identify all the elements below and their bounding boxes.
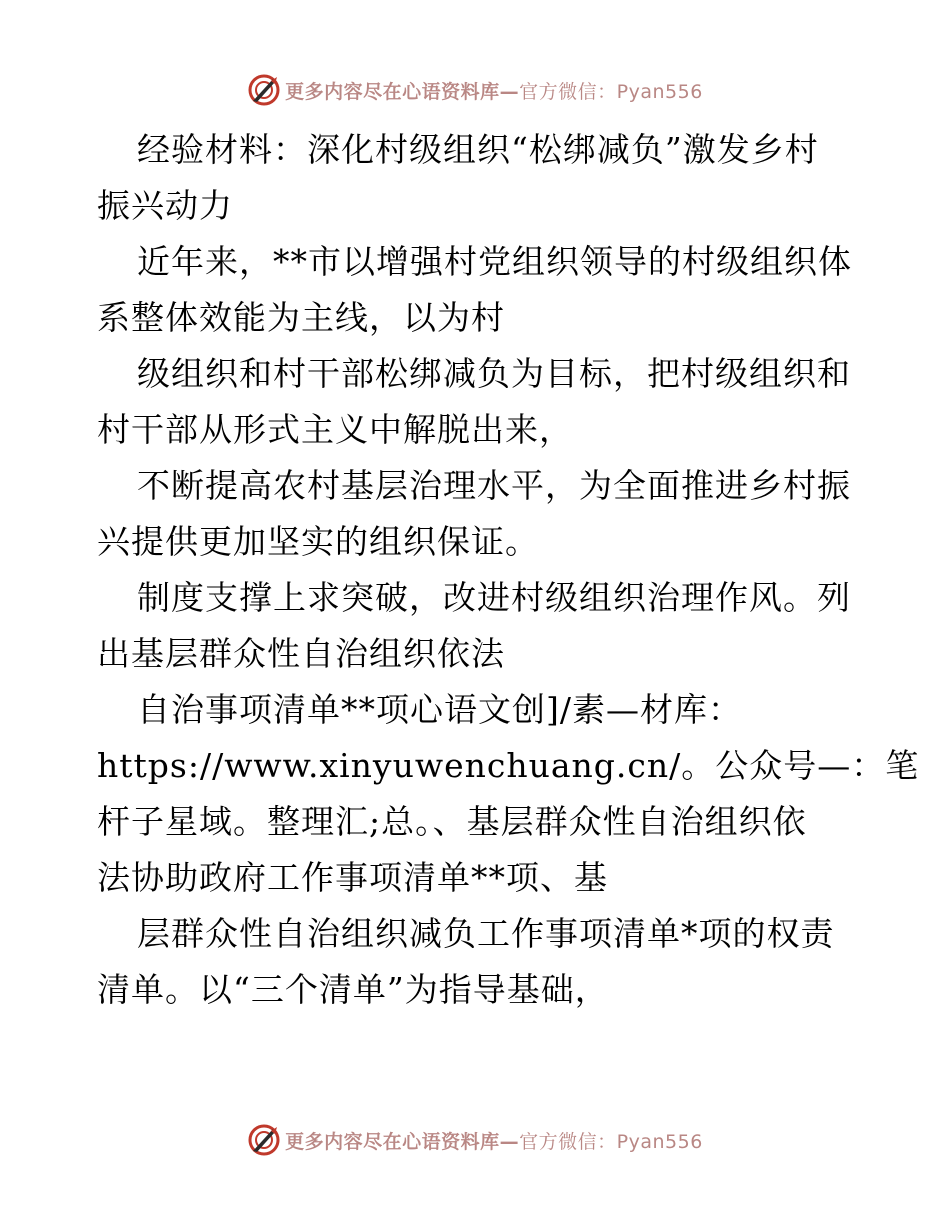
banner-text-main: 更多内容尽在心语资料库— xyxy=(285,1130,520,1153)
quill-logo-icon xyxy=(247,73,281,107)
doc-line: 层群众性自治组织减负工作事项清单*项的权责 xyxy=(137,914,835,953)
banner-text xyxy=(285,77,703,104)
banner-text xyxy=(285,1127,703,1154)
doc-line: 村干部从形式主义中解脱出来， xyxy=(97,410,573,449)
doc-line-url: https://www.xinyuwenchuang.cn/。公众号—：笔 xyxy=(97,746,920,785)
doc-line: 清单。以“三个清单”为指导基础， xyxy=(97,970,609,1009)
doc-line: 近年来，**市以增强村党组织领导的村级组织体 xyxy=(137,242,852,281)
banner-text-tail: 官方微信：Pyan556 xyxy=(519,1130,703,1153)
header-banner xyxy=(0,72,950,108)
banner-text-main: 更多内容尽在心语资料库— xyxy=(285,80,520,103)
doc-line: 杆子星域。整理汇;总。、基层群众性自治组织依 xyxy=(97,802,807,841)
banner-text-tail: 官方微信：Pyan556 xyxy=(519,80,703,103)
doc-line: 自治事项清单**项心语文创]/素—材库： xyxy=(137,690,742,729)
doc-line: 兴提供更加坚实的组织保证。 xyxy=(97,522,539,561)
doc-line: 不断提高农村基层治理水平，为全面推进乡村振 xyxy=(137,466,851,505)
doc-line: 振兴动力 xyxy=(97,186,233,225)
document-body xyxy=(97,122,920,1018)
doc-line: 出基层群众性自治组织依法 xyxy=(97,634,505,673)
doc-line: 系整体效能为主线，以为村 xyxy=(97,298,505,337)
doc-line: 法协助政府工作事项清单**项、基 xyxy=(97,858,608,897)
footer-banner xyxy=(0,1122,950,1158)
quill-logo-icon xyxy=(247,1123,281,1157)
doc-line: 级组织和村干部松绑减负为目标，把村级组织和 xyxy=(137,354,851,393)
doc-line: 经验材料：深化村级组织“松绑减负”激发乡村 xyxy=(137,130,819,169)
doc-line: 制度支撑上求突破，改进村级组织治理作风。列 xyxy=(137,578,851,617)
